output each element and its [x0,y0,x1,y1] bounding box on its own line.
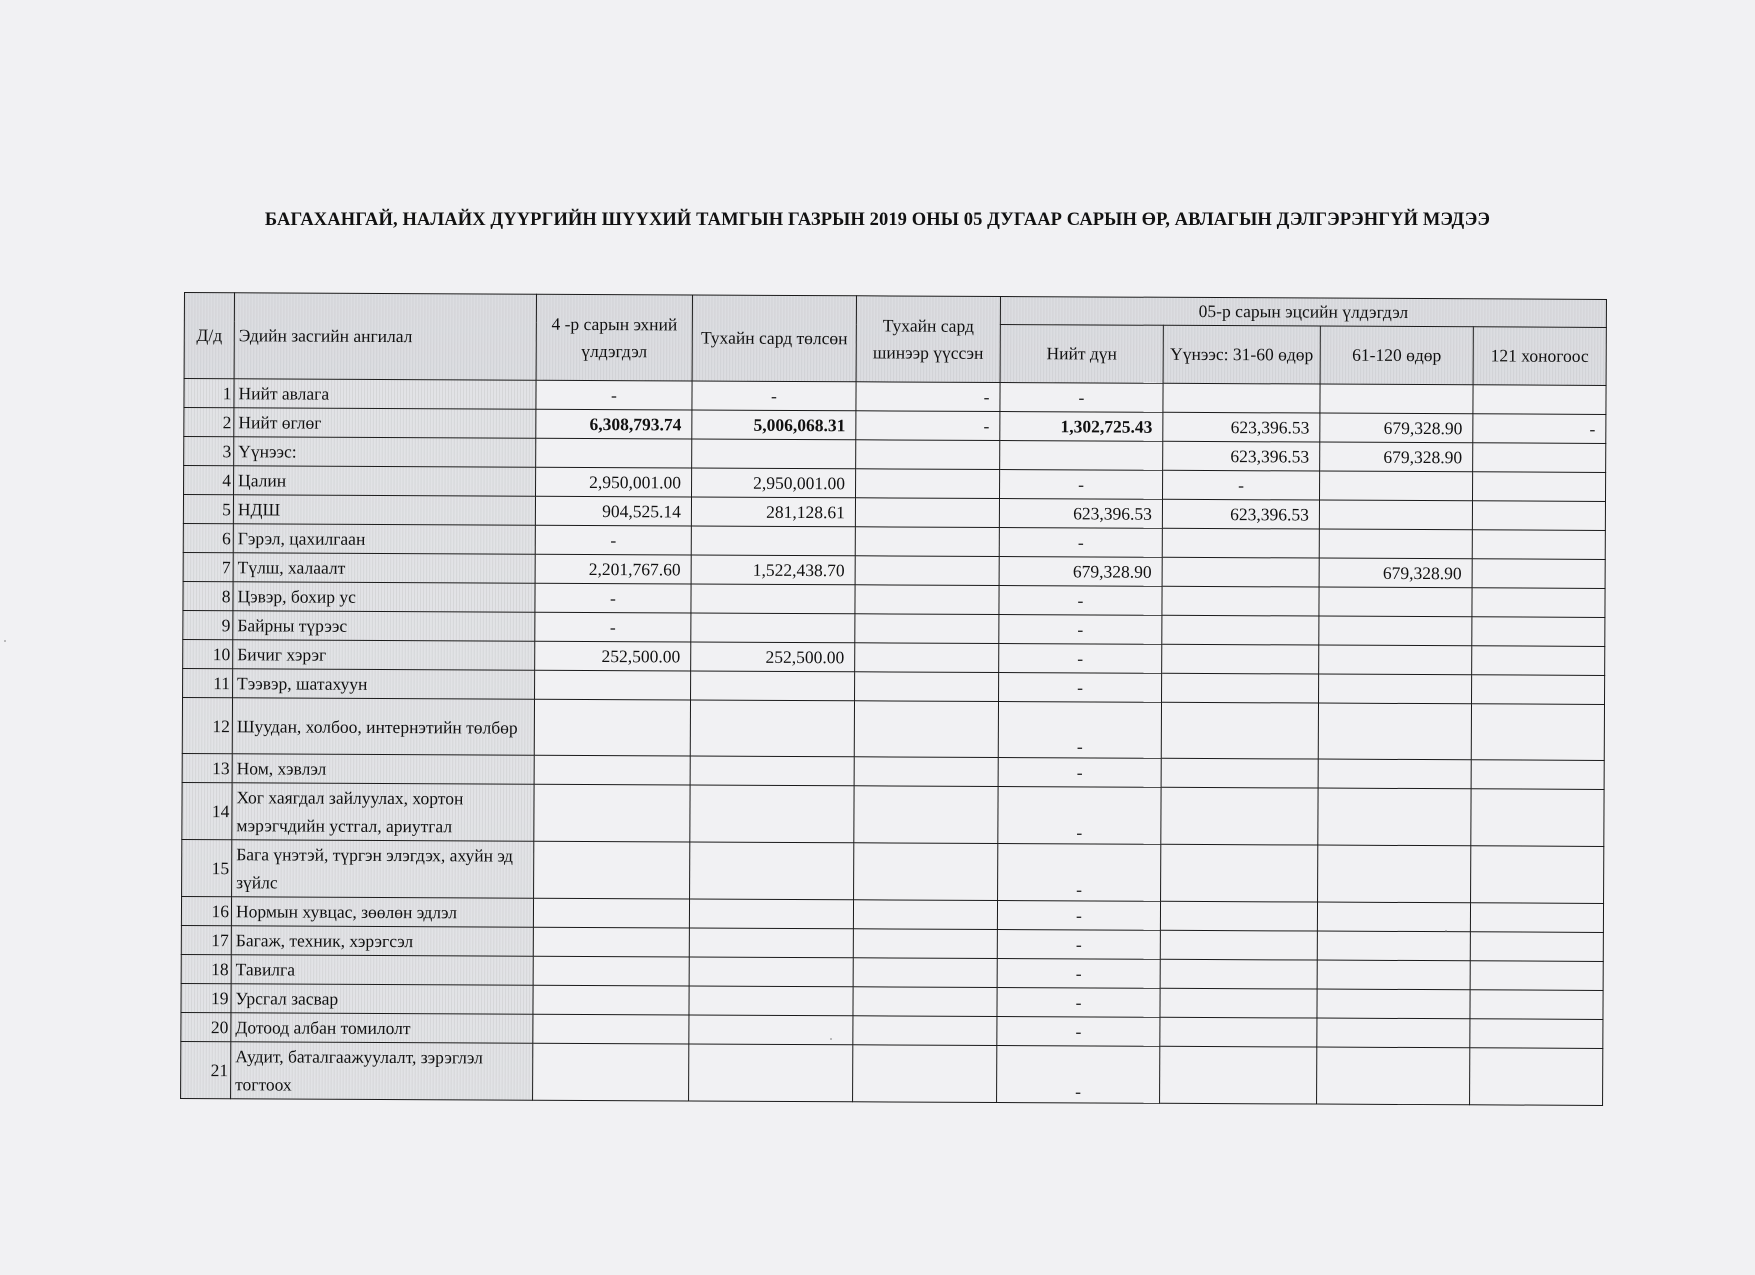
header-closing-balance-group: 05-р сарын эцсийн үлдэгдэл [1000,296,1606,327]
cell-paid [689,899,853,929]
header-new: Тухайн сард шинээр үүссэн [856,296,1000,383]
header-no: Д/д [184,293,234,379]
cell-paid [690,756,854,786]
row-number: 5 [183,495,233,524]
cell-opening: 904,525.14 [535,496,691,526]
row-category: Тээвэр, шатахуун [233,669,535,699]
cell-new [855,556,999,586]
cell-paid [690,785,854,843]
row-number: 16 [181,896,231,925]
cell-new [853,1045,997,1103]
cell-d121 [1472,675,1605,705]
cell-d61-120 [1319,674,1472,704]
cell-total: - [997,900,1160,930]
cell-total: - [1000,382,1163,412]
cell-paid [691,671,855,701]
cell-d61-120 [1317,989,1470,1019]
cell-d31-60 [1162,615,1319,645]
cell-new [854,786,998,844]
cell-d61-120 [1319,645,1472,675]
cell-d121 [1472,530,1605,560]
cell-d61-120 [1319,500,1472,530]
paper-speck [1445,930,1447,932]
cell-d61-120 [1317,1018,1470,1048]
header-paid: Тухайн сард төлсөн [692,295,856,382]
cell-total: - [999,585,1162,615]
row-category: Урсгал засвар [231,984,533,1014]
cell-paid [690,842,854,900]
cell-new [853,1016,997,1046]
cell-total: - [999,643,1162,673]
cell-opening [533,1043,689,1101]
cell-total: - [998,701,1161,758]
cell-opening: - [535,525,691,555]
cell-d31-60 [1162,644,1319,674]
row-category: Байрны түрээс [233,611,535,641]
table-row [182,839,1604,903]
cell-new [855,643,999,673]
cell-d31-60 [1162,586,1319,616]
row-category: Хог хаягдал зайлуулах, хортон мэрэгчдийн устгал, ариутгал [232,783,534,841]
row-number: 6 [183,523,233,552]
row-number: 1 [184,379,234,408]
row-number: 13 [182,753,232,782]
cell-total: - [998,843,1161,901]
cell-d121 [1471,704,1604,761]
row-category: Аудит, баталгаажуулалт, зэрэглэл тогтоох [231,1042,533,1100]
cell-d61-120 [1319,587,1472,617]
row-category: Гэрэл, цахилгаан [233,524,535,554]
cell-opening [536,438,692,468]
cell-d61-120 [1319,616,1472,646]
row-category: Бичиг хэрэг [233,640,535,670]
cell-paid [689,986,853,1016]
row-category: Тавилга [231,955,533,985]
row-category: Цалин [234,466,536,496]
cell-paid [691,613,855,643]
row-category: Цэвэр, бохир ус [233,582,535,612]
cell-opening [533,898,689,928]
cell-opening: - [535,583,691,613]
cell-opening: - [535,612,691,642]
cell-d31-60 [1162,673,1319,703]
cell-total: - [998,786,1161,844]
cell-new [853,987,997,1017]
cell-new: - [856,411,1000,441]
cell-d61-120 [1317,931,1470,961]
cell-total: - [997,958,1160,988]
cell-opening [533,956,689,986]
cell-new [855,672,999,702]
row-number: 20 [181,1012,231,1041]
cell-total [1000,440,1163,470]
cell-new [853,929,997,959]
cell-paid: 1,522,438.70 [691,555,855,585]
cell-total: - [999,672,1162,702]
row-number: 12 [182,697,232,753]
cell-new [854,757,998,787]
cell-d61-120 [1317,1047,1470,1105]
cell-d31-60 [1160,901,1317,931]
cell-d31-60: 623,396.53 [1162,499,1319,529]
table-row [181,1041,1603,1105]
cell-d31-60 [1160,1017,1317,1047]
cell-d121 [1470,932,1603,962]
row-category: Нийт өглөг [234,408,536,438]
cell-d61-120 [1317,902,1470,932]
cell-total: - [997,987,1160,1017]
cell-d31-60 [1160,1046,1317,1104]
row-category: Бага үнэтэй, түргэн элэгдэх, ахуйн эд зүйлс [232,840,534,898]
cell-d121 [1472,501,1605,531]
cell-total: - [999,527,1162,557]
cell-d61-120 [1319,471,1472,501]
header-61-120-days: 61-120 өдөр [1320,326,1473,385]
cell-d121 [1472,617,1605,647]
cell-paid [689,957,853,987]
row-category: Нормын хувцас, зөөлөн эдлэл [231,897,533,927]
cell-paid: 5,006,068.31 [692,410,856,440]
cell-paid [689,1015,853,1045]
row-category: Үүнээс: [234,437,536,467]
document-title: БАГАХАНГАЙ, НАЛАЙХ ДҮҮРГИЙН ШҮҮХИЙ ТАМГЫН ГАЗРЫН 2019 ОНЫ 05 ДУГААР САРЫН ӨР, АВЛАГЫН ДЭЛГЭРЭНГҮЙ МЭДЭЭ [264,210,1491,230]
cell-opening [535,670,691,700]
cell-paid: 252,500.00 [691,642,855,672]
cell-new [854,843,998,901]
cell-new [855,614,999,644]
header-31-60-days: Үүнээс: 31-60 өдөр [1163,325,1320,384]
cell-new [856,469,1000,499]
cell-opening [533,1014,689,1044]
table-row [182,782,1604,846]
cell-d121 [1470,1048,1603,1106]
report-table [180,292,1607,1106]
cell-opening: - [536,380,692,410]
row-number: 21 [181,1041,231,1098]
row-number: 9 [183,610,233,639]
cell-total: 1,302,725.43 [1000,411,1163,441]
cell-d121 [1470,961,1603,991]
row-number: 4 [184,466,234,495]
cell-paid [691,526,855,556]
cell-opening: 2,201,767.60 [535,554,691,584]
cell-d61-120 [1318,703,1471,760]
cell-d121: - [1473,414,1606,444]
cell-opening [534,755,690,785]
cell-d31-60 [1162,528,1319,558]
row-number: 19 [181,983,231,1012]
cell-d121 [1472,646,1605,676]
row-number: 14 [182,782,232,839]
cell-d61-120: 679,328.90 [1320,442,1473,472]
cell-d121 [1471,846,1604,904]
cell-d121 [1471,789,1604,847]
row-category: НДШ [233,495,535,525]
header-opening-balance: 4 -р сарын эхний үлдэгдэл [536,294,692,381]
cell-d31-60: - [1162,470,1319,500]
row-number: 17 [181,925,231,954]
row-number: 3 [184,437,234,466]
header-category: Эдийн засгийн ангилал [234,293,536,380]
cell-new [855,585,999,615]
cell-d31-60 [1161,758,1318,788]
cell-total: - [999,614,1162,644]
cell-total: 679,328.90 [999,556,1162,586]
cell-d61-120: 679,328.90 [1319,558,1472,588]
cell-d61-120 [1320,384,1473,414]
row-category: Багаж, техник, хэрэгсэл [231,926,533,956]
cell-d121 [1470,1019,1603,1049]
cell-paid: 2,950,001.00 [692,468,856,498]
cell-total: 623,396.53 [999,498,1162,528]
cell-opening [533,985,689,1015]
table-body [181,379,1607,1106]
cell-d121 [1473,443,1606,473]
cell-paid [690,700,854,757]
cell-d121 [1470,903,1603,933]
cell-new [853,900,997,930]
row-number: 8 [183,581,233,610]
cell-d121 [1473,385,1606,415]
cell-paid [692,439,856,469]
cell-new [855,527,999,557]
cell-d31-60 [1162,557,1319,587]
cell-d31-60 [1160,930,1317,960]
cell-d31-60 [1160,959,1317,989]
cell-new [853,958,997,988]
cell-opening [534,699,690,756]
row-number: 11 [183,668,233,697]
cell-d31-60 [1161,787,1318,845]
cell-paid: - [692,381,856,411]
cell-d61-120: 679,328.90 [1320,413,1473,443]
cell-new [854,701,998,758]
cell-new: - [856,382,1000,412]
cell-d31-60 [1161,844,1318,902]
cell-d61-120 [1318,759,1471,789]
paper-speck [830,1038,832,1040]
cell-d31-60: 623,396.53 [1163,412,1320,442]
cell-new [856,440,1000,470]
cell-paid [689,1044,853,1102]
cell-total: - [997,1016,1160,1046]
cell-paid [689,928,853,958]
row-number: 15 [182,839,232,896]
cell-d61-120 [1317,960,1470,990]
row-category: Шуудан, холбоо, интернэтийн төлбөр [232,698,534,755]
cell-opening: 252,500.00 [535,641,691,671]
row-number: 2 [184,408,234,437]
cell-opening: 2,950,001.00 [536,467,692,497]
cell-paid [691,584,855,614]
cell-opening [533,927,689,957]
cell-opening [534,784,690,842]
cell-d121 [1472,588,1605,618]
cell-paid: 281,128.61 [691,497,855,527]
cell-d121 [1472,472,1605,502]
cell-d61-120 [1318,788,1471,846]
cell-d121 [1471,760,1604,790]
cell-d61-120 [1318,845,1471,903]
row-number: 10 [183,639,233,668]
cell-d31-60 [1160,988,1317,1018]
cell-total: - [997,929,1160,959]
header-total: Нийт дүн [1000,324,1163,383]
cell-total: - [998,757,1161,787]
row-number: 18 [181,954,231,983]
cell-total: - [1000,469,1163,499]
cell-d31-60: 623,396.53 [1163,441,1320,471]
cell-total: - [997,1045,1160,1103]
row-category: Нийт авлага [234,379,536,409]
cell-new [855,498,999,528]
cell-d121 [1470,990,1603,1020]
row-category: Дотоод албан томилолт [231,1013,533,1043]
paper-speck [4,640,6,642]
table-row [182,697,1604,760]
cell-d121 [1472,559,1605,589]
row-category: Ном, хэвлэл [232,754,534,784]
header-121-days: 121 хоногоос [1473,327,1606,386]
cell-d31-60 [1163,383,1320,413]
cell-opening [534,841,690,899]
row-number: 7 [183,552,233,581]
cell-d31-60 [1161,702,1318,759]
row-category: Түлш, халаалт [233,553,535,583]
cell-d61-120 [1319,529,1472,559]
cell-opening: 6,308,793.74 [536,409,692,439]
